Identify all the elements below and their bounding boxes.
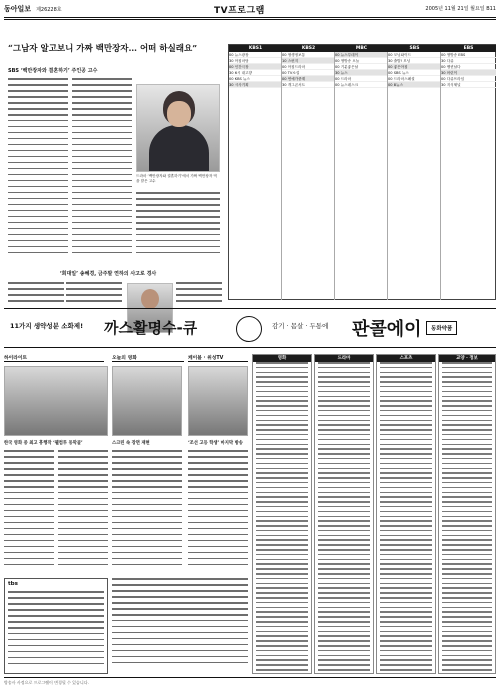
listing-panel-sports xyxy=(376,354,436,674)
program-row: 00 드라마스페셜 xyxy=(388,76,440,82)
highlight-photo xyxy=(4,366,108,436)
program-row: 00 생방송 오늘 xyxy=(335,58,387,64)
movie-text xyxy=(112,450,182,570)
listing-panel-info xyxy=(438,354,496,674)
program-row: 30 지식채널 xyxy=(441,82,496,88)
program-row: 00 드라마 xyxy=(335,76,387,82)
highlight-text-1 xyxy=(4,450,54,570)
cable-headline: ‘조선 고등 학생’ 마지막 방송 xyxy=(188,441,243,446)
cable-header: 케이블 · 위성TV xyxy=(188,354,248,362)
newspaper-logo: 동아일보 xyxy=(4,4,32,13)
program-row: 00 생생정보통 xyxy=(282,52,334,58)
program-row: 00 기분좋은날 xyxy=(335,64,387,70)
highlight-headline: 한국 영화 중 최고 흥행작 ‘웰컴투 동막골’ xyxy=(4,441,83,446)
highlight-text-2 xyxy=(58,450,108,570)
tbs-box xyxy=(4,578,108,674)
program-row: 00 연예가중계 xyxy=(282,76,334,82)
tv-schedule-grid xyxy=(228,44,496,300)
tbs-box-title: tbs xyxy=(8,581,19,587)
program-row: 00 SBS 뉴스 xyxy=(388,70,440,76)
program-row: 30 시사기획 xyxy=(229,82,281,88)
cable-text xyxy=(188,450,248,570)
story2-column-2 xyxy=(66,282,122,304)
page-footer: 방송사 사정으로 프로그램이 변경될 수 있습니다. xyxy=(4,677,496,687)
panel-header: 영화 xyxy=(253,355,311,362)
program-row: 30 출발! 모닝 xyxy=(388,58,440,64)
schedule-column-sbs xyxy=(388,52,441,300)
program-row: 00 뉴스광장 xyxy=(229,52,281,58)
highlight-header: 하이라이트 xyxy=(4,354,104,362)
movie-photo xyxy=(112,366,182,436)
listing-panel-drama xyxy=(314,354,374,674)
advertisement-banner xyxy=(4,308,496,348)
listing-panel-movie xyxy=(252,354,312,674)
channel-header-kbs1: KBS1 xyxy=(229,45,282,52)
article-column-1 xyxy=(8,78,68,263)
program-row: 00 생방송 EBS xyxy=(441,52,496,58)
tbs-box-text xyxy=(8,591,104,671)
schedule-column-kbs1 xyxy=(229,52,282,300)
article-subtitle: SBS ‘백만장자와 결혼하기’ 주인공 고수 xyxy=(8,68,98,74)
panel-header: 드라마 xyxy=(315,355,373,362)
movie-header: 오늘의 영화 xyxy=(112,354,184,362)
story2-column-3 xyxy=(176,282,222,304)
program-row: 30 개그콘서트 xyxy=(282,82,334,88)
schedule-column-kbs2 xyxy=(282,52,335,300)
ad-copy: 감기 · 몸살 · 두통에 xyxy=(272,322,329,330)
schedule-column-ebs xyxy=(441,52,496,300)
actor-photo xyxy=(136,84,220,172)
header-rule xyxy=(4,17,496,18)
ad-brand-1: 까스활명수-큐 xyxy=(104,319,198,337)
ad-brand-2: 판콜에이 xyxy=(352,319,422,340)
program-row: 00 KBS 뉴스 xyxy=(229,76,281,82)
story2-title: ‘희대일’ 송혜경, 금주말 연하의 사고로 경사 xyxy=(59,271,157,277)
article-title: “그남자 알고보니 가짜 백만장자… 어떠 하실래요” xyxy=(8,44,198,54)
panel-header: 교양 · 정보 xyxy=(439,355,495,362)
program-row: 00 펭귄날다 xyxy=(441,64,496,70)
program-row: 00 TV소설 xyxy=(282,70,334,76)
page-date: 2005년 11월 21일 월요일 B11 xyxy=(425,6,496,12)
channel-header-kbs2: KBS2 xyxy=(282,45,335,52)
program-row: 30 뉴스 xyxy=(335,70,387,76)
program-row: 00 아침드라마 xyxy=(282,64,334,70)
program-row: 30 아침마당 xyxy=(229,58,281,64)
movie-headline: 스크린 속 장면 재현 xyxy=(112,441,150,446)
ad-tagline: 11가지 생약성분 소화제! xyxy=(10,322,84,330)
program-row: 00 8뉴스 xyxy=(388,82,440,88)
channel-header-ebs: EBS xyxy=(441,45,496,52)
program-row: 00 뉴스투데이 xyxy=(335,52,387,58)
section-title: TV프로그램 xyxy=(214,6,265,16)
cable-extra-text xyxy=(112,578,248,674)
issue-number: 제26228호 xyxy=(36,6,62,13)
story2-column-1 xyxy=(8,282,64,304)
program-row: 00 인간극장 xyxy=(229,64,281,70)
page-header xyxy=(4,2,496,16)
channel-header-mbc: MBC xyxy=(335,45,388,52)
schedule-column-mbc xyxy=(335,52,388,300)
article-column-2 xyxy=(72,78,132,263)
program-row: 00 뉴스데스크 xyxy=(335,82,387,88)
cable-photo xyxy=(188,366,248,436)
program-row: 30 6시 내고향 xyxy=(229,70,281,76)
program-row: 30 어린이 xyxy=(441,70,496,76)
program-row: 00 좋은아침 xyxy=(388,64,440,70)
program-row: 30 다큐 xyxy=(441,58,496,64)
ad-emblem-icon xyxy=(236,316,262,342)
header-rule-2 xyxy=(4,19,496,20)
photo-caption: 드라마 ‘백만장자와 결혼하기’에서 가짜 백만장자 역을 맡은 고수 xyxy=(136,174,217,183)
panel-header: 스포츠 xyxy=(377,355,435,362)
program-row: 00 다큐프라임 xyxy=(441,76,496,82)
channel-header-sbs: SBS xyxy=(388,45,441,52)
article-column-3 xyxy=(136,192,220,262)
program-row: 00 모닝와이드 xyxy=(388,52,440,58)
ad-maker: 동화약품 xyxy=(426,321,457,335)
program-row: 10 스펀지 xyxy=(282,58,334,64)
